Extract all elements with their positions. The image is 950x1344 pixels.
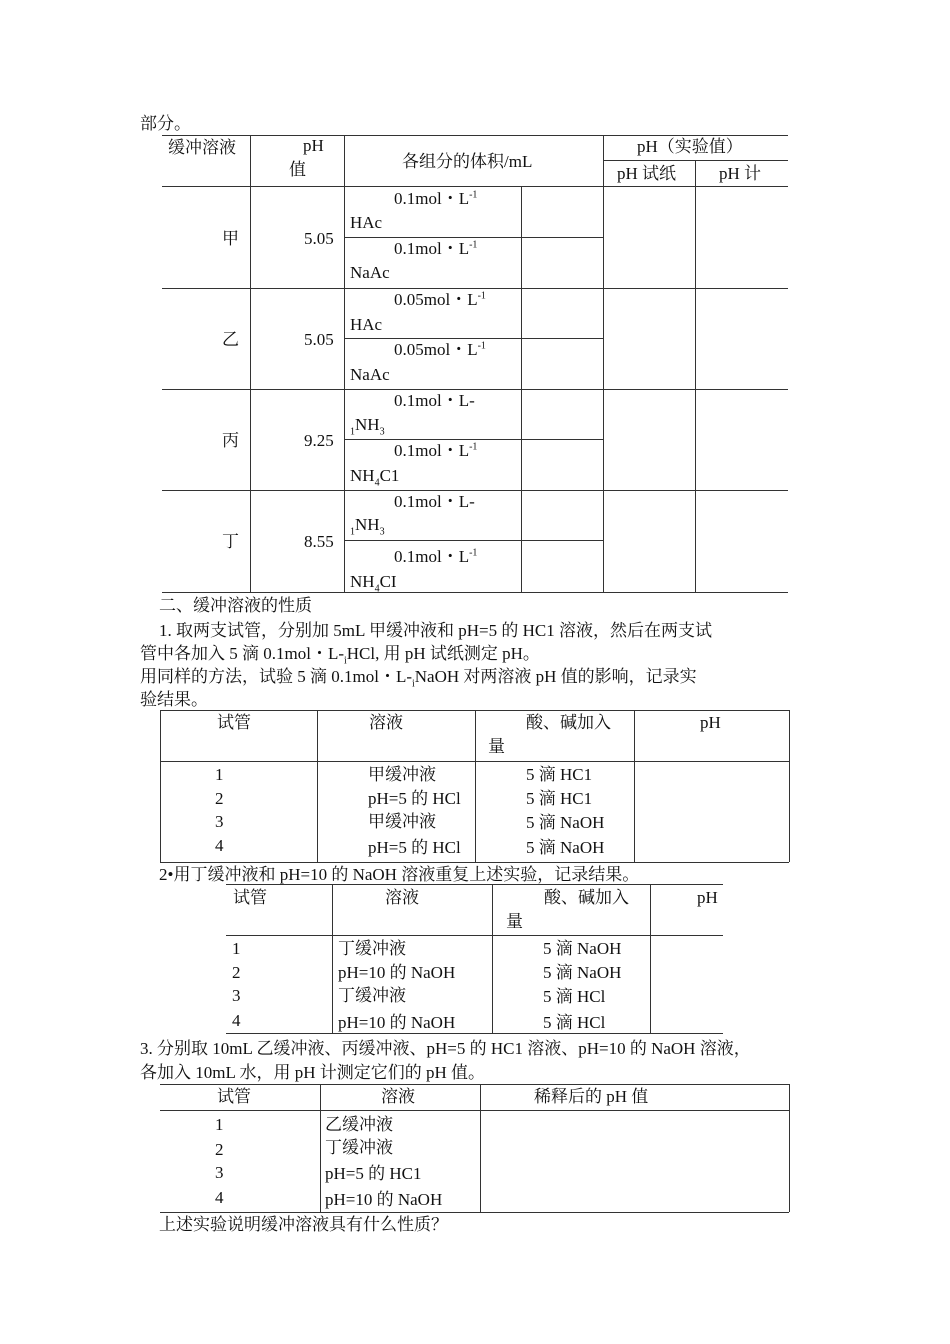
tube-number: 2: [215, 789, 224, 808]
row-name: 乙: [222, 330, 239, 349]
solution-cell: pH=5 的 HCl: [368, 789, 461, 808]
solution-cell: 丁缓冲液: [338, 986, 406, 1005]
solution-cell: 甲缓冲液: [368, 812, 436, 831]
amount-cell: 5 滴 NaOH: [543, 963, 622, 982]
header-acid-base-cont: 量: [488, 737, 505, 756]
header-ph-experimental: pH（实验值）: [637, 137, 743, 156]
header-volume: 各组分的体积/mL: [402, 152, 533, 171]
intro-fragment: 部分。: [140, 114, 191, 133]
component-conc: 0.1mol・$L^{-1}$: [394, 547, 478, 566]
component-conc: 0.1mol・L-: [394, 391, 475, 410]
tube-number: 1: [215, 765, 224, 784]
tube-number: 4: [215, 1188, 224, 1207]
solution-cell: pH=10 的 NaOH: [338, 1013, 456, 1032]
component-name: $_1NH_3$: [350, 415, 385, 438]
paragraph-1-line1: 1. 取两支试管，分别加 5mL 甲缓冲液和 pH=5 的 HC1 溶液，然后在两支试: [159, 621, 712, 640]
tube-number: 3: [232, 986, 241, 1005]
amount-cell: 5 滴 NaOH: [543, 939, 622, 958]
paragraph-2: 2•用丁缓冲液和 pH=10 的 NaOH 溶液重复上述实验，记录结果。: [159, 865, 640, 884]
header-solution: 溶液: [369, 713, 403, 732]
section-title: 二、缓冲溶液的性质: [159, 596, 312, 615]
component-conc: 0.1mol・$L^{-1}$: [394, 441, 478, 460]
header-ph-line2: 值: [289, 160, 306, 179]
header-ph: pH: [700, 713, 721, 732]
header-solution: 溶液: [385, 888, 419, 907]
amount-cell: 5 滴 HC1: [526, 789, 593, 808]
header-ph-meter: pH 计: [719, 164, 762, 183]
paragraph-3-line1: 3. 分别取 10mL 乙缓冲液、丙缓冲液、pH=5 的 HC1 溶液、pH=10 的 NaOH 溶液，: [140, 1039, 751, 1058]
component-name: $NH_4CI$: [350, 572, 397, 595]
row-name: 丁: [222, 532, 239, 551]
header-ph-line1: pH: [303, 136, 324, 155]
paragraph-1-line2: 管中各加入 5 滴 0.1mol・$L-_iHCl$, 用 pH 试纸测定 pH。: [140, 644, 540, 667]
header-buffer: 缓冲溶液: [168, 138, 236, 157]
solution-cell: pH=5 的 HC1: [325, 1164, 422, 1183]
amount-cell: 5 滴 NaOH: [526, 813, 605, 832]
tube-number: 4: [215, 836, 224, 855]
header-tube: 试管: [217, 713, 251, 732]
header-diluted-ph: 稀释后的 pH 值: [534, 1087, 649, 1106]
component-conc: 0.05mol・$L^{-1}$: [394, 340, 486, 359]
solution-cell: 甲缓冲液: [368, 765, 436, 784]
paragraph-3-line2: 各加入 10mL 水，用 pH 计测定它们的 pH 值。: [140, 1063, 486, 1082]
row-ph: 5.05: [304, 330, 334, 349]
row-name: 甲: [222, 229, 239, 248]
tube-number: 1: [215, 1115, 224, 1134]
solution-cell: 乙缓冲液: [325, 1115, 393, 1134]
amount-cell: 5 滴 HCl: [543, 1013, 606, 1032]
tube-number: 4: [232, 1011, 241, 1030]
component-name: $NH_4C1$: [350, 466, 400, 489]
header-acid-base: 酸、碱加入: [526, 713, 611, 732]
tube-number: 2: [232, 963, 241, 982]
header-ph: pH: [697, 888, 718, 907]
solution-cell: pH=10 的 NaOH: [325, 1190, 443, 1209]
tube-number: 1: [232, 939, 241, 958]
component-name: HAc: [350, 315, 383, 334]
component-conc: 0.1mol・$L^{-1}$: [394, 239, 478, 258]
component-name: NaAc: [350, 263, 390, 282]
tube-number: 3: [215, 812, 224, 831]
row-ph: 9.25: [304, 431, 334, 450]
header-acid-base-cont: 量: [506, 912, 523, 931]
row-ph: 5.05: [304, 229, 334, 248]
component-name: $_1NH_3$: [350, 515, 385, 538]
solution-cell: pH=10 的 NaOH: [338, 963, 456, 982]
component-name: HAc: [350, 213, 383, 232]
amount-cell: 5 滴 HC1: [526, 765, 593, 784]
paragraph-1-line4: 验结果。: [140, 690, 208, 709]
component-conc: 0.1mol・L-: [394, 492, 475, 511]
header-tube: 试管: [233, 888, 267, 907]
component-name: NaAc: [350, 365, 390, 384]
tube-number: 2: [215, 1140, 224, 1159]
amount-cell: 5 滴 NaOH: [526, 838, 605, 857]
row-name: 丙: [222, 431, 239, 450]
header-tube: 试管: [217, 1087, 251, 1106]
solution-cell: pH=5 的 HCl: [368, 838, 461, 857]
row-ph: 8.55: [304, 532, 334, 551]
solution-cell: 丁缓冲液: [338, 939, 406, 958]
header-acid-base: 酸、碱加入: [544, 888, 629, 907]
header-ph-paper: pH 试纸: [617, 164, 677, 183]
question-text: 上述实验说明缓冲溶液具有什么性质？: [159, 1215, 448, 1234]
header-solution: 溶液: [381, 1087, 415, 1106]
solution-cell: 丁缓冲液: [325, 1138, 393, 1157]
component-conc: 0.05mol・$L^{-1}$: [394, 290, 486, 309]
component-conc: 0.1mol・$L^{-1}$: [394, 189, 478, 208]
tube-number: 3: [215, 1163, 224, 1182]
paragraph-1-line3: 用同样的方法，试验 5 滴 0.1mol・$L-_iNaOH$ 对两溶液 pH 值的影响，记录实: [140, 667, 697, 690]
amount-cell: 5 滴 HCl: [543, 987, 606, 1006]
